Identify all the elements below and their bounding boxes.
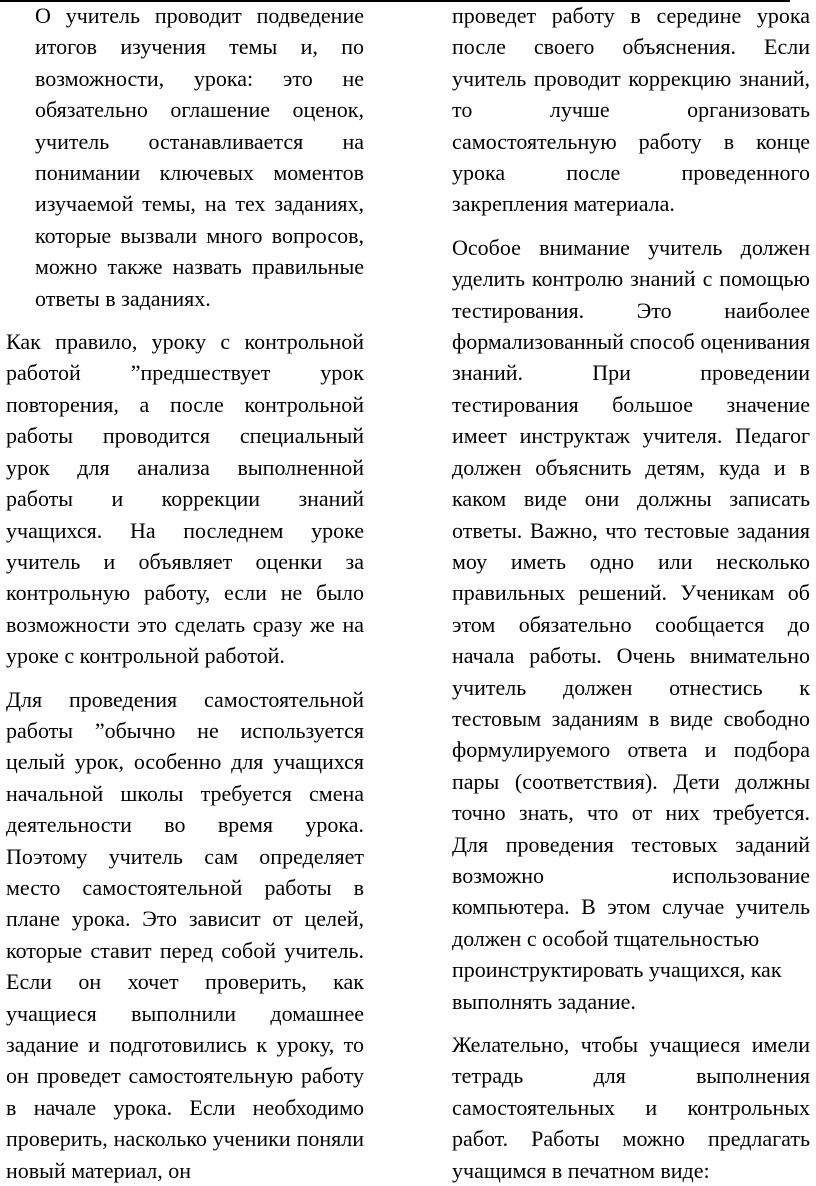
left-paragraph-1: О учитель проводит подведение итогов изучения темы и, по возможности, урока: это не обязательно оглашение оценок, учитель останавливается на понимании ключевых моментов изучаемой темы, на тех заданиях, которые вызвали много вопросов, можно также назвать правильные ответы в заданиях. <box>35 3 364 311</box>
left-paragraph-2: Как правило, уроку с контрольной работой ”предшествует урок повторения, а после контрольной работы проводится специальный урок для анализа выполненной работы и коррекции знаний учащихся. На последнем уроке учитель и объявляет оценки за контрольную работу, если не было возможности это сделать сразу же на уроке с контрольной работой. <box>6 329 364 669</box>
right-paragraph-1: проведет работу в середине урока после своего объяснения. Если учитель проводит коррекцию знаний, то лучше организовать самостоятельную работу в конце урока после проведенного закрепления материала. <box>452 3 810 217</box>
right-paragraph-2: Особое внимание учитель должен уделить контролю знаний с помощью тестирования. Это наиболее формализованный способ оценивания знаний. При проведении тестирования большое значение имеет инструктаж учителя. Педагог должен объяснить детям, куда и в каком виде они должны записать ответы. Важно, что тестовые задания моу иметь одно или несколько правильных решений. Ученикам об этом обязательно сообщается до начала работы. Очень внимательно учитель должен отнестись к тестовым заданиям в виде свободно формулируемого ответа и подбора пары (соответствия). Дети должны точно знать, что от них требуется. Для проведения тестовых заданий возможно использование компьютера. В этом случае учитель должен с особой тщательностью <box>452 234 810 951</box>
left-column <box>6 0 364 1186</box>
right-paragraph-3: проинструктировать учащихся, как выполнять задание. <box>452 957 782 1014</box>
right-column <box>452 0 810 1186</box>
right-paragraph-4: Желательно, чтобы учащиеся имели тетрадь для выполнения самостоятельных и контрольных работ. Работы можно предлагать учащимся в печатном виде: <box>452 1032 810 1183</box>
left-paragraph-3: Для проведения самостоятельной работы ”обычно не используется целый урок, особенно для учащихся начальной школы требуется смена деятельности во время урока. Поэтому учитель сам определяет место самостоятельной работы в плане урока. Это зависит от целей, которые ставит перед собой учитель. Если он хочет проверить, как учащиеся выполнили домашнее задание и подготовились к уроку, то он проведет самостоятельную работу в начале урока. Если необходимо проверить, насколько ученики поняли новый материал, он <box>6 686 364 1183</box>
